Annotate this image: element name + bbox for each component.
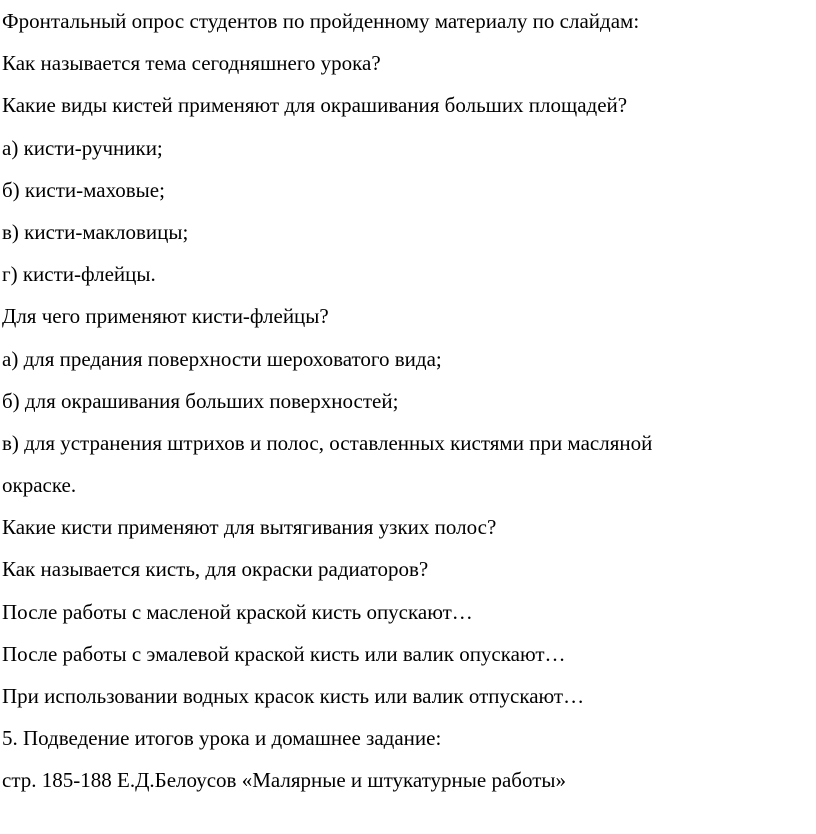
- question-2: Какие виды кистей применяют для окрашивания больших площадей?: [2, 93, 628, 118]
- question-8: При использовании водных красок кисть или валик отпускают…: [2, 684, 585, 708]
- section-summary-heading: 5. Подведение итогов урока и домашнее задание:: [2, 726, 442, 751]
- question-1: Как называется тема сегодняшнего урока?: [2, 51, 381, 76]
- question-3-option-b: б) для окрашивания больших поверхностей;: [2, 388, 399, 413]
- question-2-option-a: а) кисти-ручники;: [2, 135, 163, 160]
- question-7: После работы с эмалевой краской кисть или валик опускают…: [2, 641, 566, 666]
- question-2-option-c: в) кисти-макловицы;: [2, 219, 189, 244]
- question-2-option-b: б) кисти-маховые;: [2, 177, 165, 202]
- question-3-option-c: в) для устранения штрихов и полос, оставленных кистями при масляной: [2, 430, 653, 455]
- question-2-option-d: г) кисти-флейцы.: [2, 262, 156, 287]
- document-page: [2, 0, 814, 802]
- question-5: Как называется кисть, для окраски радиаторов?: [2, 557, 429, 582]
- question-3-option-c-continued: окраске.: [2, 473, 77, 498]
- question-3-option-a: а) для предания поверхности шероховатого вида;: [2, 346, 442, 371]
- question-3: Для чего применяют кисти-флейцы?: [2, 304, 329, 329]
- question-4: Какие кисти применяют для вытягивания узких полос?: [2, 515, 497, 540]
- homework-reference: стр. 185-188 Е.Д.Белоусов «Малярные и штукатурные работы»: [2, 768, 566, 793]
- question-6: После работы с масленой краской кисть опускают…: [2, 599, 473, 624]
- intro-heading: Фронтальный опрос студентов по пройденному материалу по слайдам:: [2, 9, 640, 33]
